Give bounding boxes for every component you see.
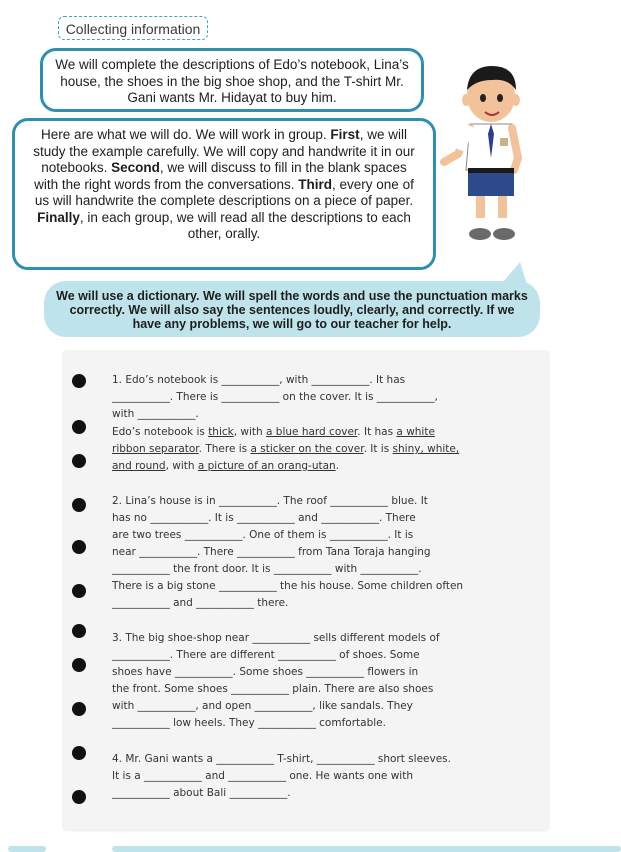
- worksheet-paper: [64, 352, 548, 830]
- example-answer: a white: [396, 426, 435, 438]
- example-text: . It is: [363, 443, 393, 455]
- binder-hole: [72, 624, 86, 638]
- speech-bubble-intro: [40, 48, 424, 112]
- instruction-callout: [44, 281, 540, 337]
- binder-hole: [72, 540, 86, 554]
- item1-line3: with ___________.: [112, 408, 199, 420]
- footer-accent-left: [8, 846, 46, 852]
- item2-line5: ___________ the front door. It is ___________ with ___________.: [112, 563, 422, 575]
- example-answer: shiny, white,: [392, 443, 460, 455]
- item2-line2: has no ___________. It is ___________ and ___________. There: [112, 512, 416, 524]
- item1-line2: ___________. There is ___________ on the cover. It is ___________,: [112, 391, 438, 403]
- student-illustration: [436, 58, 536, 248]
- binder-hole: [72, 454, 86, 468]
- binder-hole: [72, 420, 86, 434]
- example-answer: and round: [112, 460, 166, 472]
- item2-line1: 2. Lina’s house is in ___________. The roof ___________ blue. It: [112, 495, 428, 507]
- item3-line6: ___________ low heels. They ___________ comfortable.: [112, 717, 386, 729]
- step-third-text: , every one of us will handwrite the complete descriptions on a piece of paper.: [34, 176, 414, 208]
- step-third: Third: [298, 176, 333, 192]
- binder-hole: [72, 498, 86, 512]
- step-finally-text: , in each group, we will read all the descriptions to each other, orally.: [79, 209, 411, 241]
- step-finally: Finally: [37, 209, 80, 225]
- item3-line5: with ___________, and open ___________, like sandals. They: [112, 700, 413, 712]
- step-first-text: , we will study the example carefully. We will copy and handwrite it in our notebooks.: [33, 127, 415, 175]
- example-text: , with: [165, 460, 198, 472]
- example-text: . There is: [198, 443, 251, 455]
- binder-hole: [72, 374, 86, 388]
- example-text: .: [335, 460, 340, 472]
- example-line1: [112, 424, 435, 440]
- example-answer: thick: [208, 426, 234, 438]
- example-answer: a sticker on the cover: [250, 443, 364, 455]
- steps-intro: Here are what we will do. We will work in group.: [41, 127, 327, 142]
- binder-hole: [72, 702, 86, 716]
- item3-line3: shoes have ___________. Some shoes ___________ flowers in: [112, 666, 419, 678]
- callout-text: We will use a dictionary. We will spell the words and use the punctuation marks correctly. We will also say the sentences loudly, clearly, and correctly. If we have any problems, we will go to our teacher for help.: [56, 289, 528, 331]
- speech-bubble-steps: [12, 118, 436, 270]
- binder-hole: [72, 746, 86, 760]
- example-line3: [112, 458, 339, 474]
- intro-text: We will complete the descriptions of Edo’s notebook, Lina’s house, the shoes in the big shoe shop, and the T-shirt Mr. Gani wants Mr. Hidayat to buy him.: [55, 57, 409, 105]
- binder-hole: [72, 790, 86, 804]
- item3-line4: the front. Some shoes ___________ plain. There are also shoes: [112, 683, 434, 695]
- step-second: Second: [111, 160, 160, 175]
- item4-line3: ___________ about Bali ___________.: [112, 787, 291, 799]
- step-first: First: [330, 127, 360, 142]
- item2-line6: There is a big stone ___________ the his house. Some children often: [112, 580, 464, 592]
- item2-line7: ___________ and ___________ there.: [112, 597, 289, 609]
- item1-line1: 1. Edo’s notebook is ___________, with ___________. It has: [112, 374, 406, 386]
- binder-hole: [72, 584, 86, 598]
- item3-line2: ___________. There are different ___________ of shoes. Some: [112, 649, 420, 661]
- item2-line4: near ___________. There ___________ from Tana Toraja hanging: [112, 546, 431, 558]
- example-text: Edo’s notebook is: [112, 426, 209, 438]
- example-answer: a picture of an orang-utan: [197, 460, 336, 472]
- example-answer: ribbon separator: [112, 443, 199, 455]
- footer-accent-bar: [112, 846, 621, 852]
- example-text: . It has: [357, 426, 397, 438]
- item2-line3: are two trees ___________. One of them is ___________. It is: [112, 529, 414, 541]
- item4-line1: 4. Mr. Gani wants a ___________ T-shirt, ___________ short sleeves.: [112, 753, 451, 765]
- example-answer: a blue hard cover: [266, 426, 358, 438]
- example-text: , with: [233, 426, 267, 438]
- example-line2: [112, 441, 459, 457]
- item4-line2: It is a ___________ and ___________ one. He wants one with: [112, 770, 413, 782]
- binder-hole: [72, 658, 86, 672]
- section-tag: Collecting information: [58, 16, 208, 40]
- step-second-text: , we will discuss to fill in the blank spaces with the right words from the conversations.: [34, 160, 407, 192]
- item3-line1: 3. The big shoe-shop near ___________ sells different models of: [112, 632, 440, 644]
